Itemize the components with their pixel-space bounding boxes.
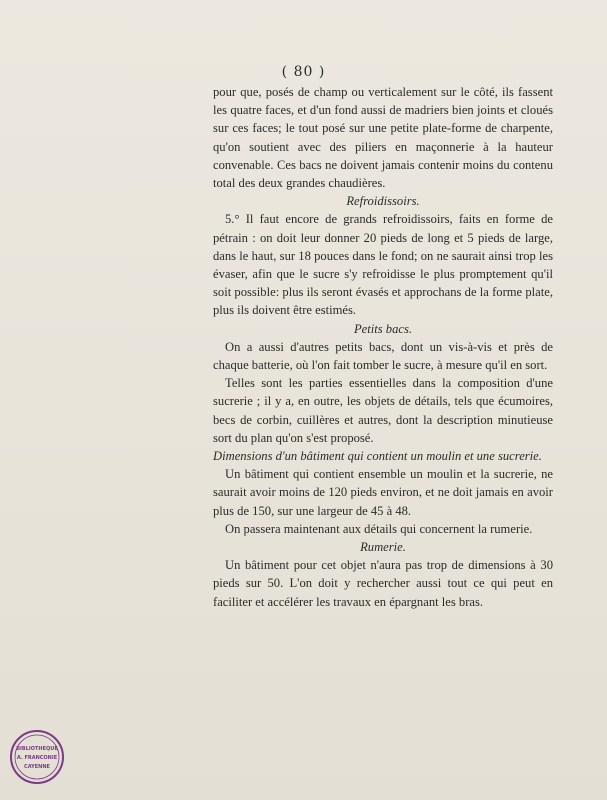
paragraph: Un bâtiment qui contient ensemble un moulin et la sucrerie, ne saurait avoir moins de 120 pieds environ, et ne doit jamais en avoir plus de 150, sur une largeur de 45 à 48.: [213, 467, 553, 518]
stamp-line-1: BIBLIOTHEQUE: [16, 746, 58, 752]
paragraph: On passera maintenant aux détails qui concernent la rumerie.: [225, 521, 533, 536]
stamp-line-2: A. FRANCONIE: [16, 755, 58, 761]
paragraph: pour que, posés de champ ou verticalement sur le côté, ils fassent les quatre faces, et d'un fond aussi de madriers bien joints et cloués sur ces faces; le tout posé sur une petite plate-forme de charpente, qu'on soutient avec des piliers en maçonnerie à la hauteur convenable. Ces bacs ne doivent jamais contenir moins du contenu total des deux grandes chaudières.: [213, 85, 553, 191]
paragraph: 5.° Il faut encore de grands refroidissoirs, faits en forme de pétrain : on doit leur donner 20 pieds de long et 5 pieds de large, dans le haut, sur 18 pouces dans le fond; on ne saurait ainsi trop les évaser, afin que le sucre s'y refroidisse le plus promptement qu'il soit possible: plus ils seront évasés et approchans de la forme plate, plus ils doivent être estimés.: [213, 212, 553, 318]
library-stamp: [8, 728, 66, 786]
paragraph: Un bâtiment pour cet objet n'aura pas trop de dimensions à 30 pieds sur 50. L'on doit y rechercher aussi tout ce qui peut en faciliter et accélérer les travaux en épargnant les bras.: [213, 558, 553, 609]
stamp-line-3: CAYENNE: [24, 764, 50, 770]
section-heading-petits-bacs: Petits bacs.: [353, 321, 413, 336]
section-heading-rumerie: Rumerie.: [360, 540, 406, 555]
page-number: ( 80 ): [281, 64, 326, 80]
section-heading-refroidissoirs: Refroidissoirs.: [346, 194, 420, 209]
paragraph: Telles sont les parties essentielles dans la composition d'une sucrerie ; il y a, en outre, les objets de détails, tels que écumoires, becs de corbin, cuillères et autres, dont la description minutieuse sort du plan qu'on s'est proposé.: [213, 376, 553, 445]
section-heading-dimensions: Dimensions d'un bâtiment qui contient un moulin et une sucrerie.: [213, 449, 542, 464]
body-text: [213, 83, 553, 611]
paragraph: On a aussi d'autres petits bacs, dont un vis-à-vis et près de chaque batterie, où l'on fait tomber le sucre, à mesure qu'il en sort.: [213, 339, 553, 373]
